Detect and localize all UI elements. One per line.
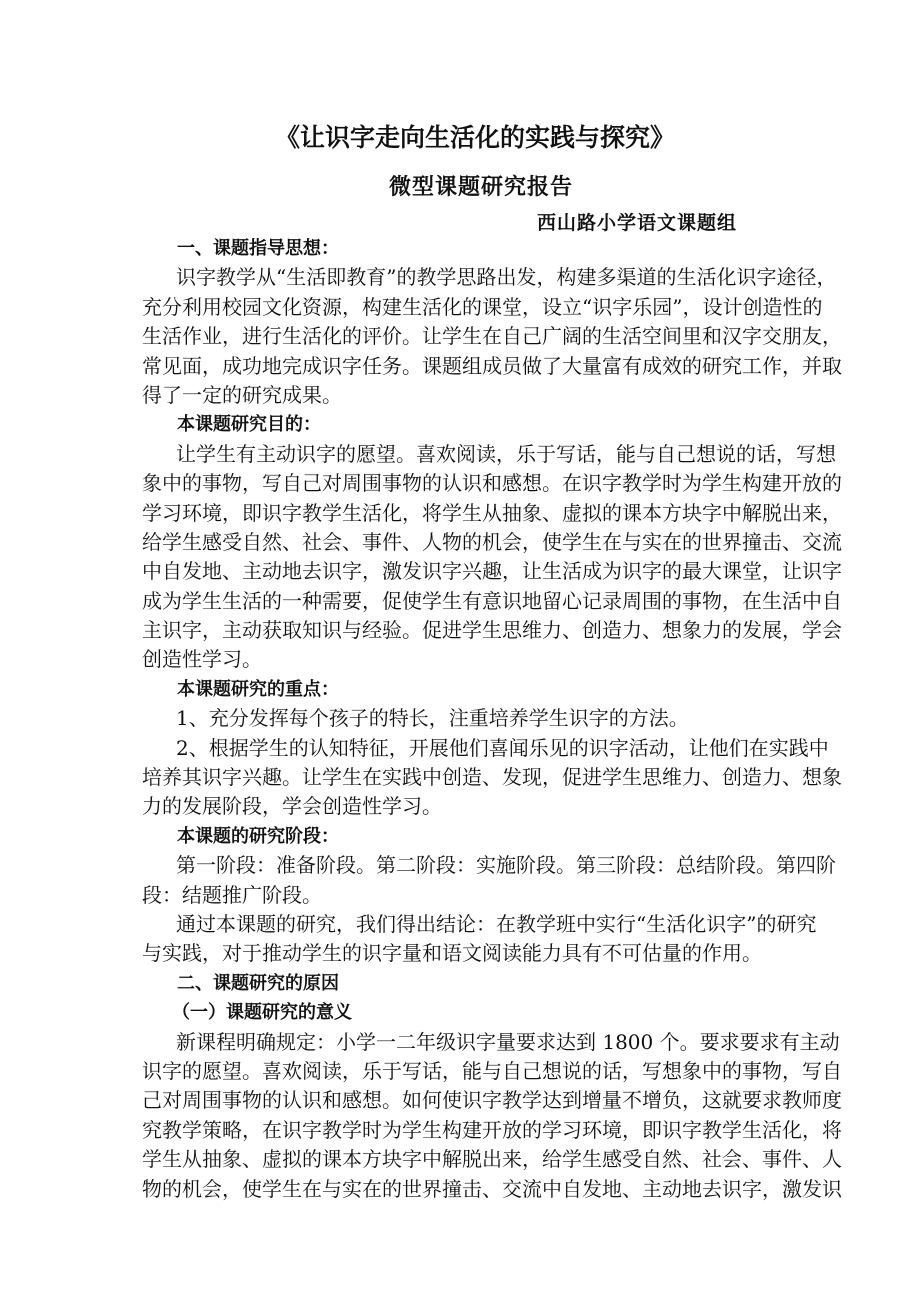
- section-heading: [142, 998, 779, 1027]
- document-body: [142, 234, 842, 1204]
- text-line: 主识字，主动获取知识与经验。促进学生思维力、创造力、想象力的发展，学会: [142, 618, 842, 643]
- paragraph: [142, 440, 842, 675]
- text-line: 段：结题推广阶段。: [142, 882, 322, 907]
- text-line: 识字的愿望。喜欢阅读，乐于写话，能与自己想说的话，写想象中的事物，写自: [142, 1058, 842, 1083]
- text-line: 学生从抽象、虚拟的课本方块字中解脱出来，给学生感受自然、社会、事件、人: [142, 1147, 842, 1172]
- text-line: 第一阶段：准备阶段。第二阶段：实施阶段。第三阶段：总结阶段。第四阶: [176, 853, 836, 878]
- document-title: 《让识字走向生活化的实践与探究》: [274, 123, 675, 152]
- section-heading: [142, 969, 779, 998]
- text-line: 给学生感受自然、社会、事件、人物的机会，使学生在与实在的世界撞击、交流: [142, 529, 842, 554]
- section-heading: [142, 234, 779, 263]
- document-subtitle: 微型课题研究报告: [388, 174, 573, 200]
- text-line: 常见面，成功地完成识字任务。课题组成员做了大量富有成效的研究工作，并取: [142, 353, 842, 378]
- text-line: 二、课题研究的原因: [177, 972, 339, 994]
- text-line: 本课题的研究阶段：: [177, 825, 339, 847]
- document-author: 西山路小学语文课题组: [537, 212, 738, 234]
- text-line: 本课题研究的重点：: [177, 678, 339, 700]
- text-line: 己对周围事物的认识和感想。如何使识字教学达到增量不增负，这就要求教师度: [142, 1088, 842, 1113]
- text-line: 力的发展阶段，学会创造性学习。: [142, 794, 442, 819]
- text-line: 1、充分发挥每个孩子的特长，注重培养学生识字的方法。: [176, 706, 689, 731]
- section-heading: [142, 410, 779, 439]
- paragraph: [142, 704, 779, 733]
- text-line: 创造性学习。: [142, 647, 262, 672]
- text-line: 本课题研究目的：: [177, 414, 321, 436]
- text-line: 充分利用校园文化资源，构建生活化的课堂，设立“识字乐园”，设计创造性的: [142, 294, 823, 319]
- text-line: 成为学生生活的一种需要，促使学生有意识地留心记录周围的事物，在生活中自: [142, 588, 842, 613]
- section-heading: [142, 675, 779, 704]
- text-line: 培养其识字兴趣。让学生在实践中创造、发现，促进学生思维力、创造力、想象: [142, 765, 842, 790]
- text-line: 得了一定的研究成果。: [142, 382, 342, 407]
- text-line: 象中的事物，写自己对周围事物的认识和感想。在识字教学时为学生构建开放的: [142, 471, 842, 496]
- text-line: 让学生有主动识字的愿望。喜欢阅读，乐于写话，能与自己想说的话，写想: [176, 441, 836, 466]
- text-line: 学习环境，即识字教学生活化，将学生从抽象、虚拟的课本方块字中解脱出来，: [142, 500, 842, 525]
- paragraph: [142, 1028, 842, 1204]
- text-line: 与实践，对于推动学生的识字量和语文阅读能力具有不可估量的作用。: [142, 941, 762, 966]
- paragraph: [142, 263, 842, 410]
- text-line: 新课程明确规定：小学一二年级识字量要求达到 1800 个。要求要求有主动: [176, 1029, 840, 1054]
- text-line: （一）课题研究的意义: [172, 1002, 352, 1024]
- paragraph: [142, 851, 836, 910]
- paragraph: [142, 734, 842, 822]
- text-line: 2、根据学生的认知特征，开展他们喜闻乐见的识字活动，让他们在实践中: [176, 735, 829, 760]
- text-line: 究教学策略，在识字教学时为学生构建开放的学习环境，即识字教学生活化，将: [142, 1117, 842, 1142]
- text-line: 通过本课题的研究，我们得出结论：在教学班中实行“生活化识字”的研究: [176, 911, 817, 936]
- text-line: 识字教学从“生活即教育”的教学思路出发，构建多渠道的生活化识字途径，: [176, 265, 837, 290]
- text-line: 物的机会，使学生在与实在的世界撞击、交流中自发地、主动地去识字，激发识: [142, 1176, 842, 1201]
- text-line: 生活作业，进行生活化的评价。让学生在自己广阔的生活空间里和汉字交朋友，: [142, 324, 842, 349]
- text-line: 一、课题指导思想：: [177, 238, 339, 259]
- paragraph: [142, 910, 817, 969]
- section-heading: [142, 822, 779, 851]
- text-line: 中自发地、主动地去识字，激发识字兴趣，让生活成为识字的最大课堂，让识字: [142, 559, 842, 584]
